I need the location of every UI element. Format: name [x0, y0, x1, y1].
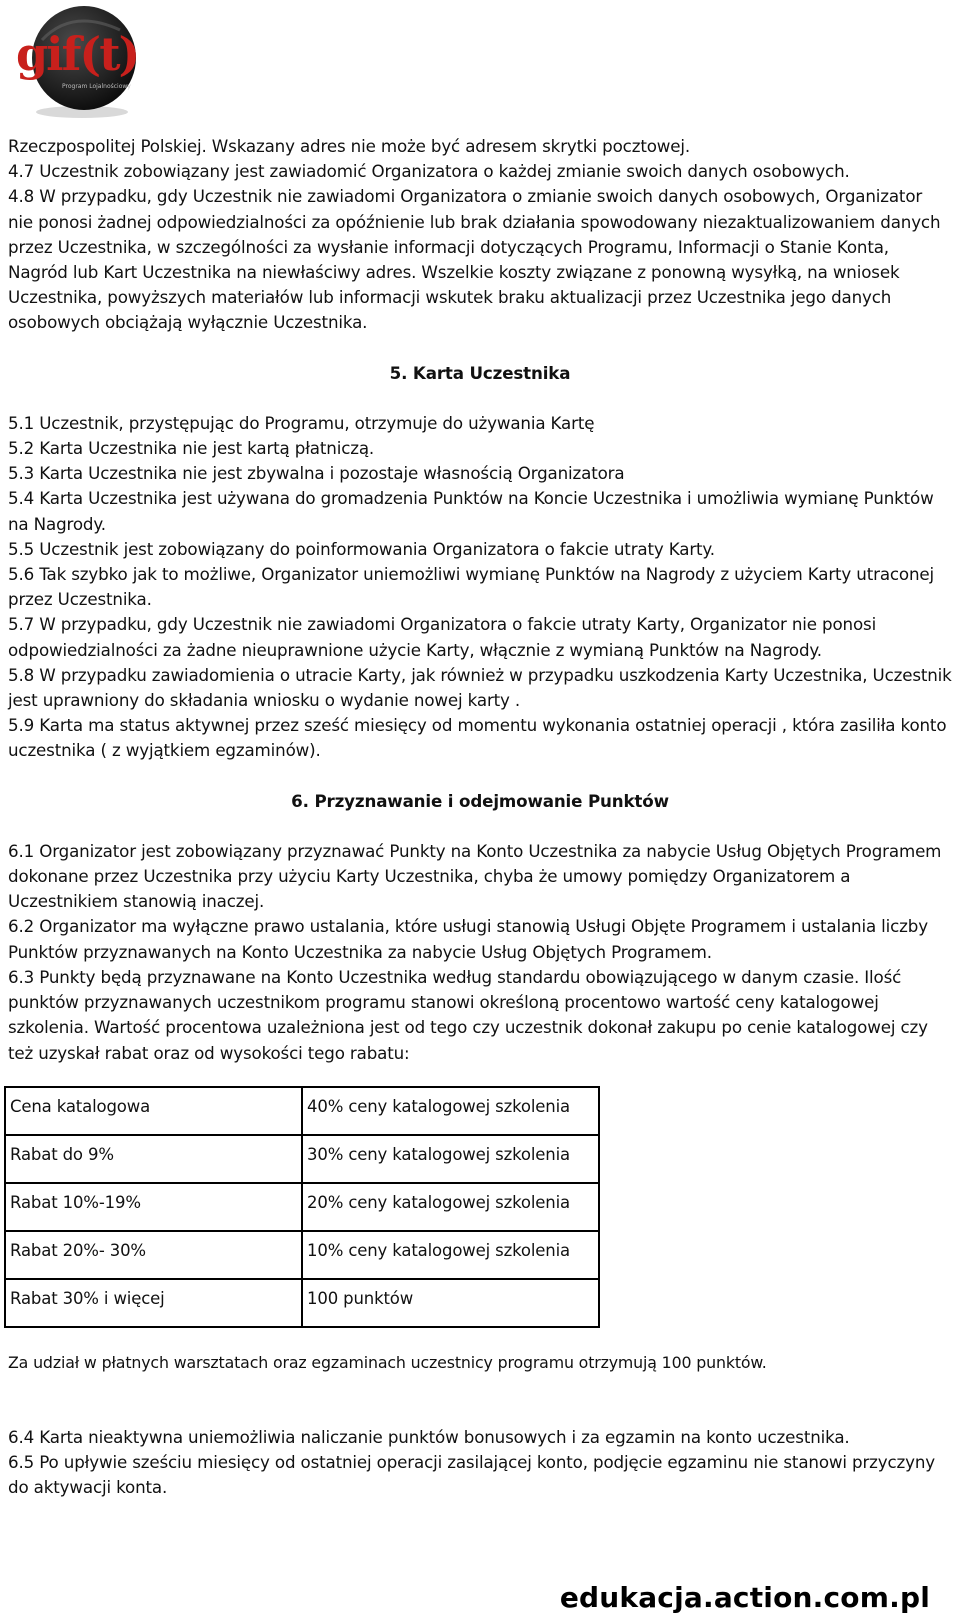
paragraph-5-6: 5.6 Tak szybko jak to możliwe, Organizator uniemożliwi wymianę Punktów na Nagrody z użyciem Karty utraconej przez Uczestnika. — [8, 564, 935, 610]
table-row — [5, 1231, 599, 1279]
workshop-points-note: Za udział w płatnych warsztatach oraz egzaminach uczestnicy programu otrzymują 100 punktów. — [8, 1352, 767, 1372]
paragraph-5-2: 5.2 Karta Uczestnika nie jest kartą płatniczą. — [8, 438, 375, 459]
paragraph-6-3: 6.3 Punkty będą przyznawane na Konto Uczestnika według standardu obowiązującego w danym czasie. Ilość punktów przyznawanych uczestnikom programu stanowi określoną procentowo wartość ceny katalogowej szkolenia. Wartość procentowa uzależniona jest od tego czy uczestnik dokonał zakupu po cenie katalogowej czy też uzyskał rabat oraz od wysokości tego rabatu: — [8, 966, 928, 1063]
paragraph-6-1: 6.1 Organizator jest zobowiązany przyznawać Punkty na Konto Uczestnika za nabycie Usług Objętych Programem dokonane przez Uczestnika przy użyciu Karty Uczestnika, chyba że umowy pomiędzy Organizatorem a Uczestnikiem stanowią inaczej. — [8, 840, 942, 912]
table-row — [5, 1279, 599, 1327]
table-row — [5, 1135, 599, 1183]
gift-logo-graphic — [12, 0, 144, 122]
paragraph-4-7: 4.7 Uczestnik zobowiązany jest zawiadomić Organizatora o każdej zmianie swoich danych osobowych. — [8, 161, 850, 182]
table-row — [5, 1087, 599, 1135]
paragraph-6-2: 6.2 Organizator ma wyłączne prawo ustalania, które usługi stanowią Usługi Objęte Programem i ustalania liczby Punktów przyznawanych na Konto Uczestnika za nabycie Usług Objętych Programem. — [8, 916, 928, 962]
table-cell-discount: Rabat do 9% — [5, 1135, 302, 1183]
table-cell-points: 30% ceny katalogowej szkolenia — [302, 1135, 599, 1183]
paragraph-5-4: 5.4 Karta Uczestnika jest używana do gromadzenia Punktów na Koncie Uczestnika i umożliwia wymianę Punktów na Nagrody. — [8, 488, 934, 534]
points-rate-table — [4, 1086, 600, 1328]
table-cell-discount: Cena katalogowa — [5, 1087, 302, 1135]
paragraph-4-8: 4.8 W przypadku, gdy Uczestnik nie zawiadomi Organizatora o zmianie swoich danych osobowych, Organizator nie ponosi żadnej odpowiedzialności za opóźnienie lub brak działania spowodowany niezaktualizowaniem danych przez Uczestnika, w szczególności za wysłanie informacji dotyczących Programu, Informacji o Stanie Konta, Nagród lub Kart Uczestnika na niewłaściwy adres. Wszelkie koszty związane z ponowną wysyłką, na wniosek Uczestnika, powyższych materiałów lub informacji wskutek braku aktualizacji przez Uczestnika jego danych osobowych obciążają wyłącznie Uczestnika. — [8, 186, 941, 333]
table-cell-discount: Rabat 10%-19% — [5, 1183, 302, 1231]
logo-subtitle: Program Lojalnościowy — [62, 83, 131, 90]
gift-logo — [12, 0, 144, 122]
footer-brand-url: edukacja.action.com.pl — [559, 1581, 930, 1614]
paragraph-6-4: 6.4 Karta nieaktywna uniemożliwia naliczanie punktów bonusowych i za egzamin na konto uczestnika. — [8, 1426, 850, 1447]
logo-text: gif(t) — [16, 27, 139, 81]
paragraph-5-1: 5.1 Uczestnik, przystępując do Programu, otrzymuje do używania Kartę — [8, 412, 595, 433]
table-row — [5, 1183, 599, 1231]
paragraph-5-9: 5.9 Karta ma status aktywnej przez sześć miesięcy od momentu wykonania ostatniej operacji , która zasiliła konto uczestnika ( z wyjątkiem egzaminów). — [8, 715, 947, 761]
table-cell-points: 20% ceny katalogowej szkolenia — [302, 1183, 599, 1231]
section-5-heading: 5. Karta Uczestnika — [389, 362, 571, 383]
table-cell-points: 10% ceny katalogowej szkolenia — [302, 1231, 599, 1279]
paragraph-5-3: 5.3 Karta Uczestnika nie jest zbywalna i pozostaje własnością Organizatora — [8, 463, 625, 484]
paragraph-5-5: 5.5 Uczestnik jest zobowiązany do poinformowania Organizatora o fakcie utraty Karty. — [8, 538, 715, 559]
paragraph-5-7: 5.7 W przypadku, gdy Uczestnik nie zawiadomi Organizatora o fakcie utraty Karty, Organizator nie ponosi odpowiedzialności za żadne nieuprawnione użycie Karty, włącznie z wymianą Punktów na Nagrody. — [8, 614, 877, 660]
document-body — [8, 134, 952, 1501]
table-cell-discount: Rabat 20%- 30% — [5, 1231, 302, 1279]
paragraph-6-5: 6.5 Po upływie sześciu miesięcy od ostatniej operacji zasilającej konto, podjęcie egzaminu nie stanowi przyczyny do aktywacji konta. — [8, 1452, 936, 1498]
table-cell-points: 40% ceny katalogowej szkolenia — [302, 1087, 599, 1135]
section-6-heading: 6. Przyznawanie i odejmowanie Punktów — [291, 790, 669, 811]
paragraph-4-cont: Rzeczpospolitej Polskiej. Wskazany adres nie może być adresem skrytki pocztowej. — [8, 136, 691, 156]
table-cell-points: 100 punktów — [302, 1279, 599, 1327]
paragraph-5-8: 5.8 W przypadku zawiadomienia o utracie Karty, jak również w przypadku uszkodzenia Karty Uczestnika, Uczestnik jest uprawniony do składania wniosku o wydanie nowej karty . — [8, 664, 952, 711]
table-cell-discount: Rabat 30% i więcej — [5, 1279, 302, 1327]
